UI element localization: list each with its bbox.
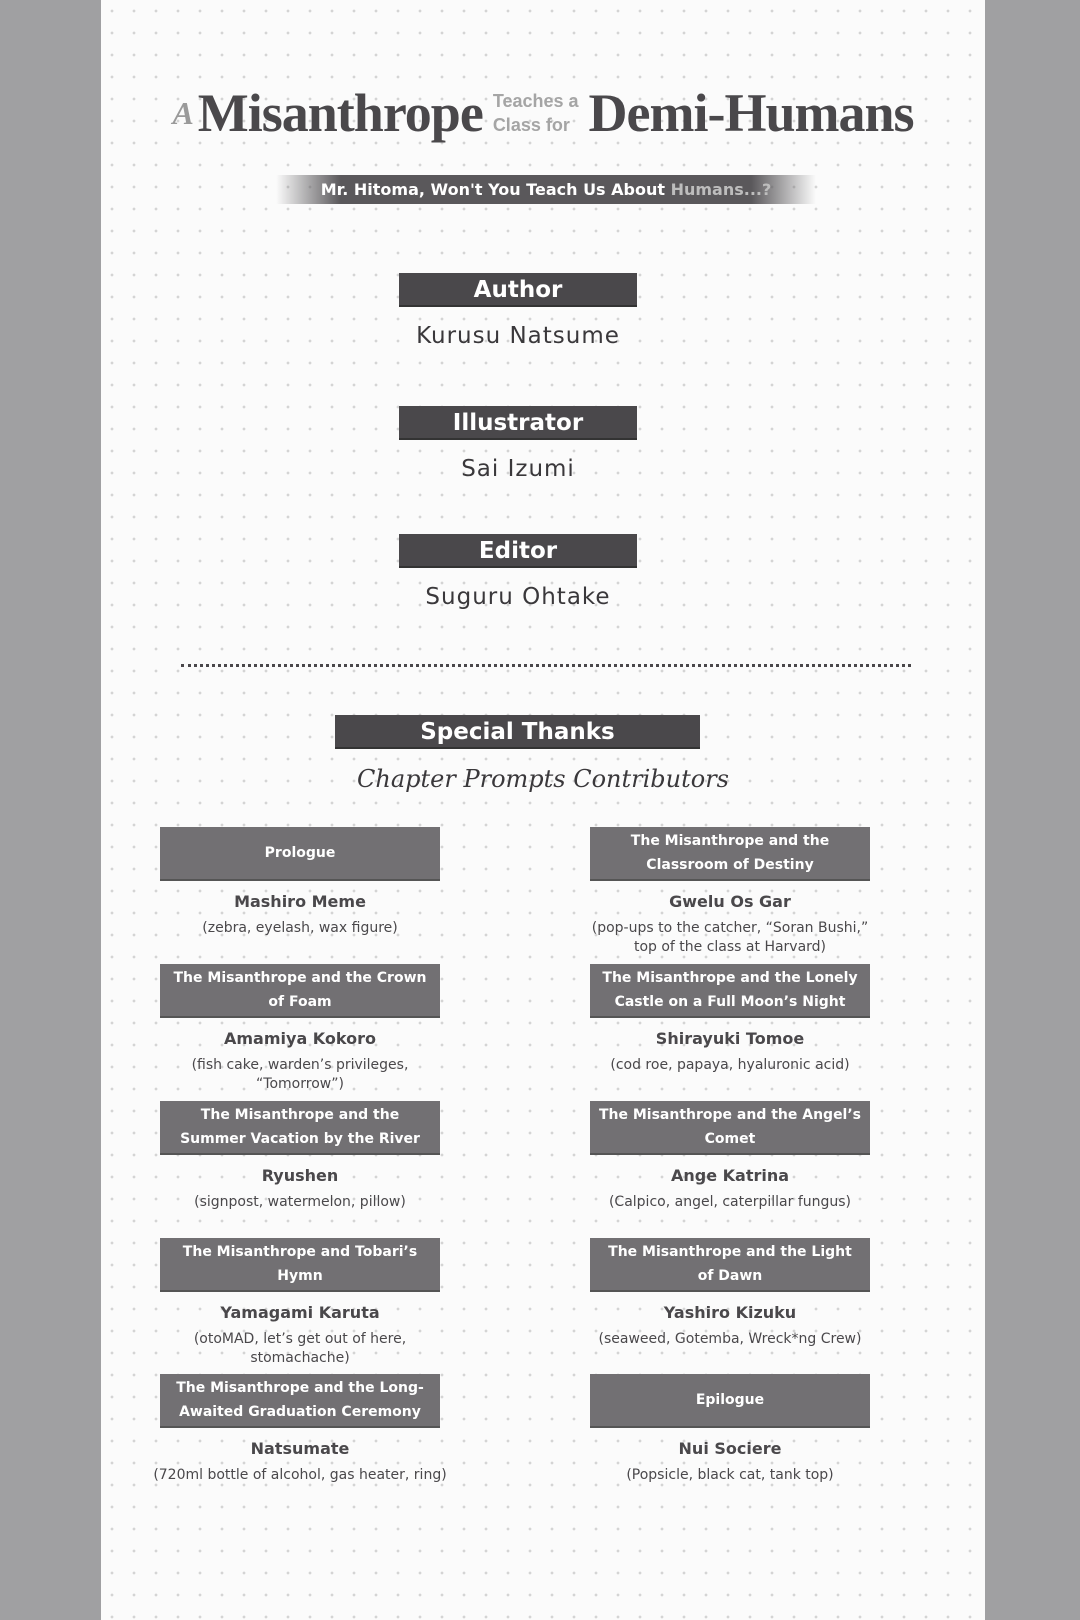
divider: [181, 664, 911, 667]
contributor-prompts: (pop-ups to the catcher, “Soran Bushi,” top of the class at Harvard): [591, 920, 869, 955]
chapter-label: The Misanthrope and the Light of Dawn: [590, 1238, 870, 1292]
credit-role: Illustrator: [399, 406, 637, 440]
contributor-name: Amamiya Kokoro: [224, 1029, 376, 1048]
chapter-label: The Misanthrope and the Lonely Castle on a Full Moon’s Night: [590, 964, 870, 1018]
special-thanks-heading: Special Thanks: [335, 715, 700, 749]
contributor-name: Mashiro Meme: [234, 892, 366, 911]
special-thanks-subheading: Chapter Prompts Contributors: [357, 765, 729, 793]
series-subtitle: Mr. Hitoma, Won't You Teach Us About Humans...?: [276, 175, 816, 204]
chapter-label: Prologue: [160, 827, 440, 881]
credit-name: Sai Izumi: [461, 456, 575, 482]
contributor-name: Nui Sociere: [678, 1439, 782, 1458]
chapter-label: Epilogue: [590, 1374, 870, 1428]
contributor-prompts: (zebra, eyelash, wax figure): [202, 920, 398, 936]
credit-name: Suguru Ohtake: [425, 584, 611, 610]
contributor-prompts: (Calpico, angel, caterpillar fungus): [608, 1194, 852, 1210]
chapter-label: The Misanthrope and the Summer Vacation by the River: [160, 1101, 440, 1155]
contributor-name: Gwelu Os Gar: [669, 892, 791, 911]
contributor-name: Ryushen: [261, 1166, 339, 1185]
contributor-prompts: (cod roe, papaya, hyaluronic acid): [610, 1057, 850, 1073]
chapter-label: The Misanthrope and the Crown of Foam: [160, 964, 440, 1018]
contributor-name: Ange Katrina: [670, 1166, 790, 1185]
contributor-prompts: (Popsicle, black cat, tank top): [626, 1467, 834, 1483]
contributor-name: Yashiro Kizuku: [663, 1303, 797, 1322]
chapter-label: The Misanthrope and Tobari’s Hymn: [160, 1238, 440, 1292]
credit-role: Author: [399, 273, 637, 307]
credit-role: Editor: [399, 534, 637, 568]
contributor-prompts: (fish cake, warden’s privileges, “Tomorrow”): [191, 1057, 409, 1092]
contributor-prompts: (signpost, watermelon, pillow): [194, 1194, 406, 1210]
chapter-label: The Misanthrope and the Long-Awaited Graduation Ceremony: [160, 1374, 440, 1428]
chapter-label: The Misanthrope and the Classroom of Destiny: [590, 827, 870, 881]
contributor-name: Shirayuki Tomoe: [655, 1029, 805, 1048]
contributor-prompts: (720ml bottle of alcohol, gas heater, ring): [153, 1467, 447, 1483]
chapter-label: The Misanthrope and the Angel’s Comet: [590, 1101, 870, 1155]
contributor-prompts: (seaweed, Gotemba, Wreck*ng Crew): [598, 1331, 862, 1347]
contributor-prompts: (otoMAD, let’s get out of here, stomachache): [193, 1331, 407, 1366]
contributor-name: Natsumate: [250, 1439, 350, 1458]
credit-name: Kurusu Natsume: [416, 323, 620, 349]
credits-page: [101, 0, 985, 1620]
series-logo: A Misanthrope Teaches a Class for Demi-Humans: [172, 83, 914, 143]
contributor-name: Yamagami Karuta: [220, 1303, 380, 1322]
